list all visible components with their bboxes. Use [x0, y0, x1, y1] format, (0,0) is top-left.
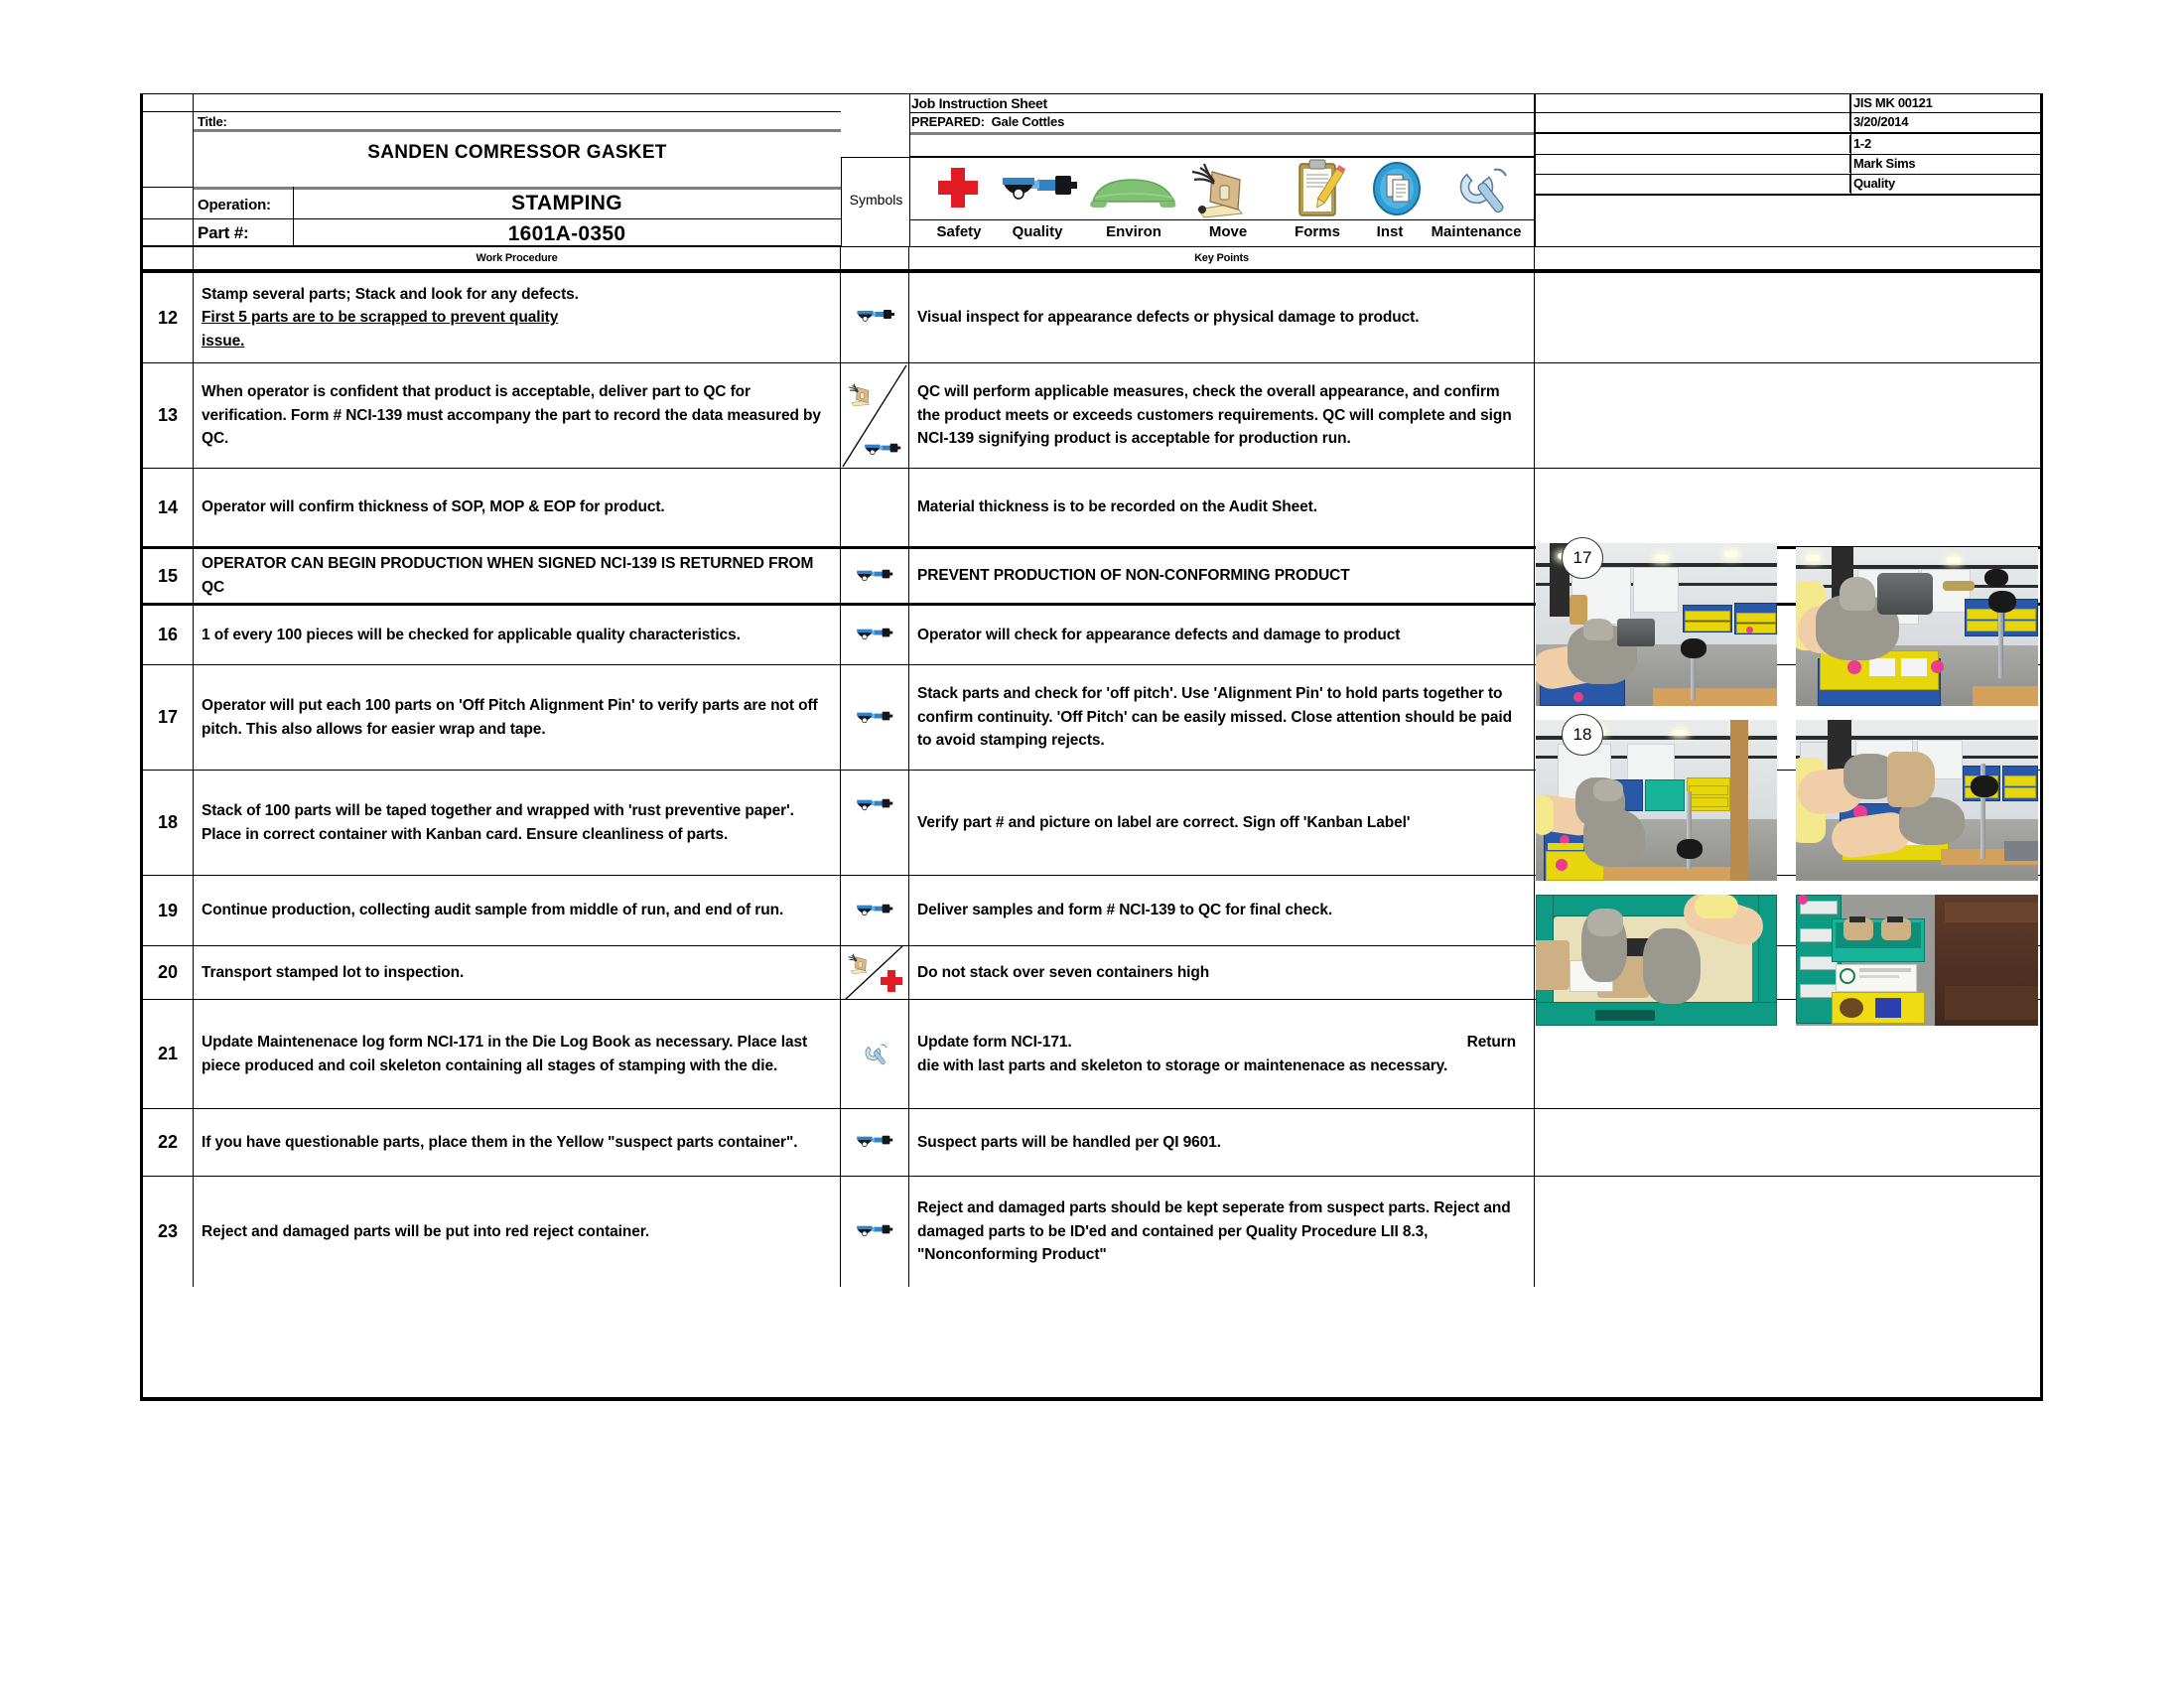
meta-date: 3/20/2014 [1853, 114, 1909, 129]
row-keypoints [909, 606, 1535, 664]
row-keypoints [909, 363, 1535, 468]
row-procedure [194, 363, 841, 468]
procedure-line: Update Maintenenace log form NCI-171 in the Die Log Book as necessary. Place last piece produced and coil skeleton containing all stages of stamping with the die. [202, 1033, 808, 1074]
prepared-label: PREPARED: [911, 114, 985, 129]
row-procedure [194, 606, 841, 664]
meta-jis-number: JIS MK 00121 [1853, 95, 1933, 110]
row-number: 13 [143, 363, 194, 468]
table-row [143, 1177, 2040, 1287]
photo-panel [1536, 543, 2038, 979]
row-procedure [194, 946, 841, 999]
row-number: 18 [143, 771, 194, 875]
micrometer-icon [841, 273, 908, 362]
procedure-line: Stack of 100 parts will be taped together and wrapped with 'rust preventive paper'. Place in correct container with Kanban card. Ensure cleanliness of parts. [202, 801, 794, 843]
row-procedure [194, 665, 841, 770]
micrometer-icon [841, 1109, 908, 1176]
operation-label: Operation: [198, 197, 271, 213]
sheet-header [143, 94, 2040, 246]
row-keypoints [909, 665, 1535, 770]
row-picture-cell [1535, 1109, 2040, 1176]
row-symbols [841, 946, 909, 999]
wrench-icon [841, 1000, 908, 1108]
row-symbols [841, 469, 909, 546]
photo-container-packing [1536, 895, 1777, 1026]
row-number: 20 [143, 946, 194, 999]
procedure-line: First 5 parts are to be scrapped to prevent quality [202, 309, 559, 327]
row-procedure [194, 771, 841, 875]
part-value: 1601A-0350 [507, 222, 626, 245]
micrometer-icon [841, 665, 908, 770]
row-keypoints [909, 549, 1535, 603]
photo-stacked-containers [1796, 895, 2038, 1026]
micrometer-icon [841, 606, 908, 664]
symbols-legend [909, 157, 1535, 246]
row-symbols [841, 363, 909, 468]
row-keypoints [909, 1177, 1535, 1287]
prepared-by-line [909, 113, 1535, 131]
row-number: 23 [143, 1177, 194, 1287]
row-number: 16 [143, 606, 194, 664]
photo-18-right [1796, 720, 2038, 881]
row-procedure [194, 469, 841, 546]
row-procedure [194, 1000, 841, 1108]
move-forklift-icon [1182, 158, 1274, 219]
row-symbols [841, 665, 909, 770]
micrometer-icon [841, 876, 908, 945]
safety-cross-icon [922, 158, 994, 219]
procedure-line: Continue production, collecting audit sample from middle of run, and end of run. [202, 902, 784, 919]
row-procedure [194, 549, 841, 603]
row-number: 15 [143, 549, 194, 603]
column-header-key-points: Key Points [909, 247, 1535, 269]
wrench-icon [1433, 158, 1528, 219]
procedure-line: issue. [202, 332, 245, 350]
keypoint-text: Do not stack over seven containers high [917, 963, 1210, 981]
procedure-line: Operator will put each 100 parts on 'Off Pitch Alignment Pin' to verify parts are not off pitch. This also allows for easier wrap and tape. [202, 696, 818, 738]
row-keypoints [909, 469, 1535, 546]
keypoint-text: Material thickness is to be recorded on the Audit Sheet. [917, 498, 1317, 516]
title-label: Title: [198, 114, 227, 129]
row-symbols [841, 1109, 909, 1176]
row-picture-cell [1535, 273, 2040, 362]
symbols-legend-label-cell [841, 157, 909, 246]
procedure-line: When operator is confident that product is acceptable, deliver part to QC for verification. Form # NCI-139 must accompany the part to record the data measured by QC. [202, 383, 821, 448]
micrometer-icon [841, 1177, 908, 1287]
row-number: 12 [143, 273, 194, 362]
keypoint-text: Stack parts and check for 'off pitch'. Use 'Alignment Pin' to hold parts together to confirm continuity. 'Off Pitch' can be easily missed. Close attention should be paid to avoid stamping rejects. [917, 685, 1512, 750]
keypoint-text: PREVENT PRODUCTION OF NON-CONFORMING PRODUCT [917, 567, 1350, 585]
row-picture-cell [1535, 363, 2040, 468]
procedure-line: Stamp several parts; Stack and look for any defects. [202, 285, 579, 303]
row-picture-cell [1535, 469, 2040, 546]
instruction-doc-icon [1361, 158, 1433, 219]
row-keypoints [909, 771, 1535, 875]
symbols-label: Symbols [849, 192, 903, 208]
form-title: Job Instruction Sheet [911, 95, 1047, 111]
column-header-work-procedure: Work Procedure [194, 247, 841, 269]
keypoint-text: Reject and damaged parts should be kept seperate from suspect parts. Reject and damaged parts to be ID'ed and contained per Quality Procedure LII 8.3, "Nonconforming Product" [917, 1199, 1511, 1264]
symbol-label-environ: Environ [1106, 223, 1161, 240]
symbol-label-safety: Safety [936, 223, 982, 240]
row-symbols [841, 1000, 909, 1108]
prepared-value: Gale Cottles [991, 114, 1065, 129]
row-picture-cell [1535, 1177, 2040, 1287]
keypoint-text: die with last parts and skeleton to storage or maintenenace as necessary. [917, 1056, 1448, 1074]
row-procedure [194, 1177, 841, 1287]
operation-value: STAMPING [511, 192, 622, 214]
procedure-line: Transport stamped lot to inspection. [202, 963, 465, 981]
photo-badge: 18 [1562, 714, 1603, 756]
keypoint-text: Operator will check for appearance defects and damage to product [917, 626, 1401, 643]
row-number: 21 [143, 1000, 194, 1108]
photo-badge: 17 [1562, 537, 1603, 579]
procedure-line: 1 of every 100 pieces will be checked for applicable quality characteristics. [202, 626, 741, 643]
procedure-line: OPERATOR CAN BEGIN PRODUCTION WHEN SIGNED NCI-139 IS RETURNED FROM QC [202, 555, 814, 596]
row-symbols [841, 273, 909, 362]
procedure-line: Operator will confirm thickness of SOP, MOP & EOP for product. [202, 498, 665, 516]
part-label: Part #: [198, 223, 249, 242]
meta-department: Quality [1853, 176, 1895, 191]
keypoint-text: Verify part # and picture on label are correct. Sign off 'Kanban Label' [917, 813, 1411, 831]
table-row [143, 469, 2040, 549]
row-keypoints [909, 946, 1535, 999]
symbol-label-move: Move [1208, 223, 1248, 240]
row-symbols [841, 876, 909, 945]
row-keypoints [909, 876, 1535, 945]
row-keypoints [909, 273, 1535, 362]
row-procedure [194, 1109, 841, 1176]
keypoint-text: Update form NCI-171. [917, 1033, 1072, 1051]
procedure-line: Reject and damaged parts will be put into red reject container. [202, 1222, 650, 1240]
green-turtle-icon [1085, 158, 1182, 219]
row-symbols [841, 606, 909, 664]
symbol-label-quality: Quality [1012, 223, 1063, 240]
table-column-header [143, 246, 2040, 269]
product-title: SANDEN COMRESSOR GASKET [367, 142, 667, 163]
row-number: 22 [143, 1109, 194, 1176]
keypoint-text: QC will perform applicable measures, check the overall appearance, and confirm the product meets or exceeds customers requirements. QC will complete and sign NCI-139 signifying product is acceptable for production run. [917, 383, 1512, 448]
row-procedure [194, 876, 841, 945]
row-number: 14 [143, 469, 194, 546]
symbol-label-maintenance: Maintenance [1431, 223, 1522, 240]
micrometer-icon [841, 771, 908, 875]
symbol-label-row [910, 219, 1534, 246]
row-number: 19 [143, 876, 194, 945]
table-row [143, 273, 2040, 363]
meta-approver: Mark Sims [1853, 156, 1916, 171]
keypoint-text: Deliver samples and form # NCI-139 to QC for final check. [917, 902, 1333, 919]
symbol-label-inst: Inst [1376, 223, 1404, 240]
safety-cross-icon [881, 970, 902, 992]
micrometer-icon [841, 549, 908, 603]
row-number: 17 [143, 665, 194, 770]
table-row [143, 363, 2040, 469]
clipboard-pencil-icon [1274, 158, 1361, 219]
procedure-line: If you have questionable parts, place them in the Yellow "suspect parts container". [202, 1133, 798, 1151]
photo-17-right [1796, 547, 2038, 706]
keypoint-text-return: Return [1466, 1033, 1516, 1051]
row-procedure [194, 273, 841, 362]
symbol-label-forms: Forms [1295, 223, 1340, 240]
micrometer-icon [859, 437, 904, 462]
row-keypoints [909, 1109, 1535, 1176]
row-keypoints [909, 1000, 1535, 1108]
move-forklift-icon [845, 377, 883, 411]
row-symbols [841, 1177, 909, 1287]
header-left-stub [143, 94, 194, 246]
micrometer-icon [994, 158, 1081, 219]
keypoint-text: Suspect parts will be handled per QI 9601. [917, 1133, 1221, 1151]
document-meta-block [1535, 94, 2040, 246]
meta-page: 1-2 [1853, 136, 1871, 151]
move-forklift-icon [845, 948, 879, 978]
row-symbols [841, 771, 909, 875]
keypoint-text: Visual inspect for appearance defects or physical damage to product. [917, 309, 1420, 327]
title-block [194, 94, 841, 246]
row-symbols [841, 549, 909, 603]
table-row [143, 1109, 2040, 1177]
